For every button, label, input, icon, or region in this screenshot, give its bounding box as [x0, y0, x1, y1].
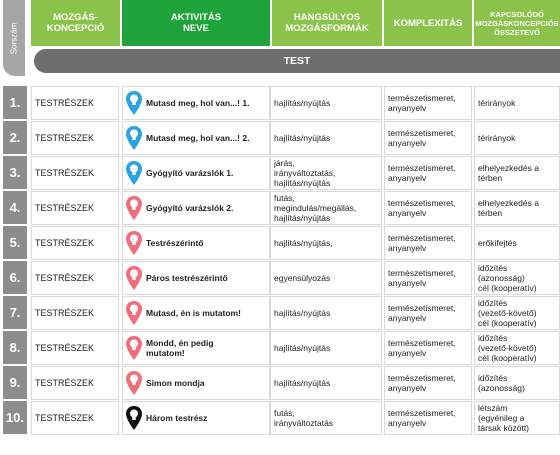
- pink-bulb-pin-icon: [125, 370, 143, 396]
- complexity-cell: természetismeret, anyanyelv: [384, 191, 472, 225]
- table-row: [0, 226, 560, 260]
- row-number: 5.: [3, 226, 27, 260]
- connected-component-cell: létszám (egyénileg a társak között): [474, 401, 560, 435]
- activity-cell: [122, 366, 270, 400]
- activity-cell: [122, 401, 270, 435]
- connected-component-cell: erőkifejtés: [474, 226, 560, 260]
- pink-bulb-pin-icon: [125, 195, 143, 221]
- activity-name: Mutasd meg, hol van...! 2.: [146, 133, 250, 143]
- pink-bulb-pin-icon: [125, 335, 143, 361]
- row-number: 1.: [3, 86, 27, 120]
- table-row: [0, 191, 560, 225]
- pink-bulb-pin-icon: [125, 265, 143, 291]
- movement-forms-cell: hajlítás/nyújtás: [270, 296, 382, 330]
- sorszam-header: [3, 0, 25, 76]
- activity-cell: [122, 331, 270, 365]
- connected-component-cell: időzítés (azonosság): [474, 366, 560, 400]
- connected-component-cell: időzítés (azonosság) cél (kooperatív): [474, 261, 560, 295]
- table-row: [0, 366, 560, 400]
- concept-cell: TESTRÉSZEK: [31, 121, 119, 155]
- concept-cell: TESTRÉSZEK: [31, 366, 119, 400]
- movement-forms-cell: futás, irányváltoztatás: [270, 401, 382, 435]
- connected-component-cell: térirányok: [474, 121, 560, 155]
- movement-forms-cell: hajlítás/nyújtás,: [270, 226, 382, 260]
- black-bulb-pin-icon: [125, 405, 143, 431]
- row-number: 9.: [3, 366, 27, 400]
- table-row: [0, 296, 560, 330]
- complexity-cell: természetismeret, anyanyelv: [384, 156, 472, 190]
- activity-name: Mutasd, én is mutatom!: [146, 308, 241, 318]
- movement-forms-cell: hajlítás/nyújtás: [270, 121, 382, 155]
- row-number: 7.: [3, 296, 27, 330]
- activity-name: Simon mondja: [146, 378, 205, 388]
- connected-component-cell: elhelyezkedés a térben: [474, 191, 560, 225]
- concept-cell: TESTRÉSZEK: [31, 191, 119, 225]
- header-kapcsolodo: KAPCSOLÓDÓ MOZGÁSKONCEPCIÓS ÖSSZETEVŐ: [474, 0, 560, 46]
- activity-cell: [122, 156, 270, 190]
- blue-bulb-pin-icon: [125, 160, 143, 186]
- blue-bulb-pin-icon: [125, 125, 143, 151]
- header-aktivitas: AKTIVITÁS NEVE: [122, 0, 270, 46]
- table-row: [0, 331, 560, 365]
- blue-bulb-pin-icon: [125, 90, 143, 116]
- table-row: [0, 401, 560, 435]
- pink-bulb-pin-icon: [125, 230, 143, 256]
- table-row: [0, 121, 560, 155]
- complexity-cell: természetismeret, anyanyelv: [384, 401, 472, 435]
- row-number: 2.: [3, 121, 27, 155]
- complexity-cell: természetismeret, anyanyelv: [384, 86, 472, 120]
- activity-cell: [122, 226, 270, 260]
- table-row: [0, 156, 560, 190]
- concept-cell: TESTRÉSZEK: [31, 261, 119, 295]
- movement-forms-cell: hajlítás/nyújtás: [270, 331, 382, 365]
- row-number: 10.: [3, 401, 27, 435]
- connected-component-cell: időzítés (vezető-követő) cél (kooperatív): [474, 296, 560, 330]
- concept-cell: TESTRÉSZEK: [31, 296, 119, 330]
- movement-forms-cell: hajlítás/nyújtás: [270, 366, 382, 400]
- row-number: 8.: [3, 331, 27, 365]
- activity-name: Mutasd meg, hol van...! 1.: [146, 98, 250, 108]
- concept-cell: TESTRÉSZEK: [31, 226, 119, 260]
- movement-forms-cell: járás, irányváltoztatás, hajlítás/nyújtás: [270, 156, 382, 190]
- complexity-cell: természetismeret, anyanyelv: [384, 261, 472, 295]
- sorszam-label: Sorszám: [9, 22, 19, 54]
- complexity-cell: természetismeret, anyanyelv: [384, 226, 472, 260]
- row-number: 3.: [3, 156, 27, 190]
- table-row: [0, 261, 560, 295]
- connected-component-cell: időzítés (vezető-követő) cél (kooperatív): [474, 331, 560, 365]
- activity-cell: [122, 191, 270, 225]
- table-row: [0, 86, 560, 120]
- complexity-cell: természetismeret, anyanyelv: [384, 121, 472, 155]
- movement-forms-cell: egyensúlyozás: [270, 261, 382, 295]
- movement-forms-cell: futás, megindulás/megállás, hajlítás/nyújtás: [270, 191, 382, 225]
- activity-name: Páros testrészérintő: [146, 273, 228, 283]
- pink-bulb-pin-icon: [125, 300, 143, 326]
- complexity-cell: természetismeret, anyanyelv: [384, 366, 472, 400]
- header-mozgasformak: HANGSÚLYOS MOZGÁSFORMÁK: [272, 0, 382, 46]
- header-mozgaskoncepcio: MOZGÁS- KONCEPCIÓ: [31, 0, 120, 46]
- activity-cell: [122, 86, 270, 120]
- concept-cell: TESTRÉSZEK: [31, 156, 119, 190]
- movement-forms-cell: hajlítás/nyújtás: [270, 86, 382, 120]
- activity-name: Testrészérintő: [146, 238, 204, 248]
- activity-name: Három testrész: [146, 413, 208, 423]
- connected-component-cell: elhelyezkedés a térben: [474, 156, 560, 190]
- concept-cell: TESTRÉSZEK: [31, 86, 119, 120]
- activity-name: Gyógyító varázslók 1.: [146, 168, 234, 178]
- activity-name: Mondd, én pedig mutatom!: [146, 338, 214, 358]
- connected-component-cell: térirányok: [474, 86, 560, 120]
- row-number: 6.: [3, 261, 27, 295]
- header-komplexitas: KOMPLEXITÁS: [384, 0, 472, 46]
- activity-cell: [122, 261, 270, 295]
- concept-cell: TESTRÉSZEK: [31, 331, 119, 365]
- activity-cell: [122, 296, 270, 330]
- section-bar-test: TEST: [34, 49, 560, 73]
- activity-name: Gyógyító varázslók 2.: [146, 203, 234, 213]
- concept-cell: TESTRÉSZEK: [31, 401, 119, 435]
- complexity-cell: természetismeret, anyanyelv: [384, 331, 472, 365]
- complexity-cell: természetismeret, anyanyelv: [384, 296, 472, 330]
- row-number: 4.: [3, 191, 27, 225]
- activity-cell: [122, 121, 270, 155]
